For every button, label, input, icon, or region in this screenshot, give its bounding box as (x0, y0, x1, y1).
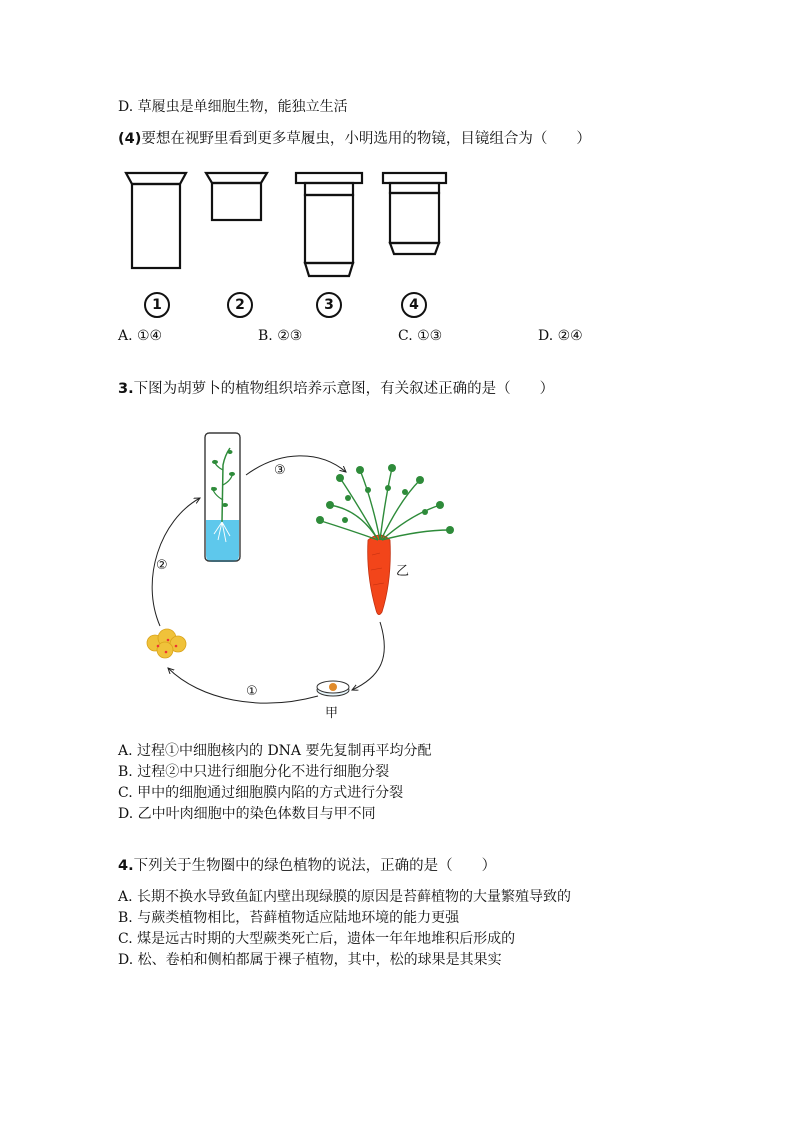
q2-option-d: D. 草履虫是单细胞生物，能独立生活 (118, 99, 348, 115)
step-1-label: ① (246, 684, 258, 699)
step-2-label: ② (156, 558, 168, 573)
lens-number-4: 4 (401, 292, 427, 318)
q2-option-b: B. ②③ (258, 328, 303, 344)
q4-option-a: A. 长期不换水导致鱼缸内壁出现绿膜的原因是苔藓植物的大量繁殖导致的 (118, 889, 572, 905)
q3-option-b: B. 过程②中只进行细胞分化不进行细胞分裂 (118, 764, 390, 780)
step-3-label: ③ (274, 463, 286, 478)
q2-sub4-text: 要想在视野里看到更多草履虫，小明选用的物镜，目镜组合为（ ） (141, 131, 591, 147)
q2-option-d-lens: D. ②④ (538, 328, 583, 344)
q4-option-c: C. 煤是远古时期的大型蕨类死亡后，遗体一年年地堆积后形成的 (118, 931, 516, 947)
q3-text: 下图为胡萝卜的植物组织培养示意图，有关叙述正确的是（ ） (133, 381, 555, 397)
q4-option-d: D. 松、卷柏和侧柏都属于裸子植物，其中，松的球果是其果实 (118, 952, 502, 968)
q2-sub4-number: (4) (118, 131, 142, 147)
arrow-step-1 (168, 668, 318, 703)
label-jia: 甲 (325, 706, 339, 721)
lens-number-1: 1 (144, 292, 170, 318)
arrow-carrot-to-dish (352, 622, 384, 690)
carrot-icon (316, 464, 454, 615)
q4-option-b: B. 与蕨类植物相比，苔藓植物适应陆地环境的能力更强 (118, 910, 460, 926)
q3-option-c: C. 甲中的细胞通过细胞膜内陷的方式进行分裂 (118, 785, 404, 801)
lens-number-3: 3 (316, 292, 342, 318)
petri-dish-icon (317, 681, 349, 696)
q3-option-a: A. 过程①中细胞核内的 DNA 要先复制再平均分配 (118, 743, 432, 759)
lens-number-2: 2 (227, 292, 253, 318)
label-yi: 乙 (396, 564, 410, 579)
q4-number: 4. (118, 858, 134, 874)
q3-number: 3. (118, 381, 134, 397)
q4-stem (118, 857, 496, 875)
q2-option-a: A. ①④ (118, 328, 163, 344)
q2-option-c: C. ①③ (398, 328, 443, 344)
callus-icon (147, 629, 186, 658)
arrow-step-3 (246, 456, 346, 475)
test-tube-icon (205, 433, 240, 562)
q4-text: 下列关于生物圈中的绿色植物的说法，正确的是（ ） (133, 858, 497, 874)
q3-option-d: D. 乙中叶肉细胞中的染色体数目与甲不同 (118, 806, 376, 822)
